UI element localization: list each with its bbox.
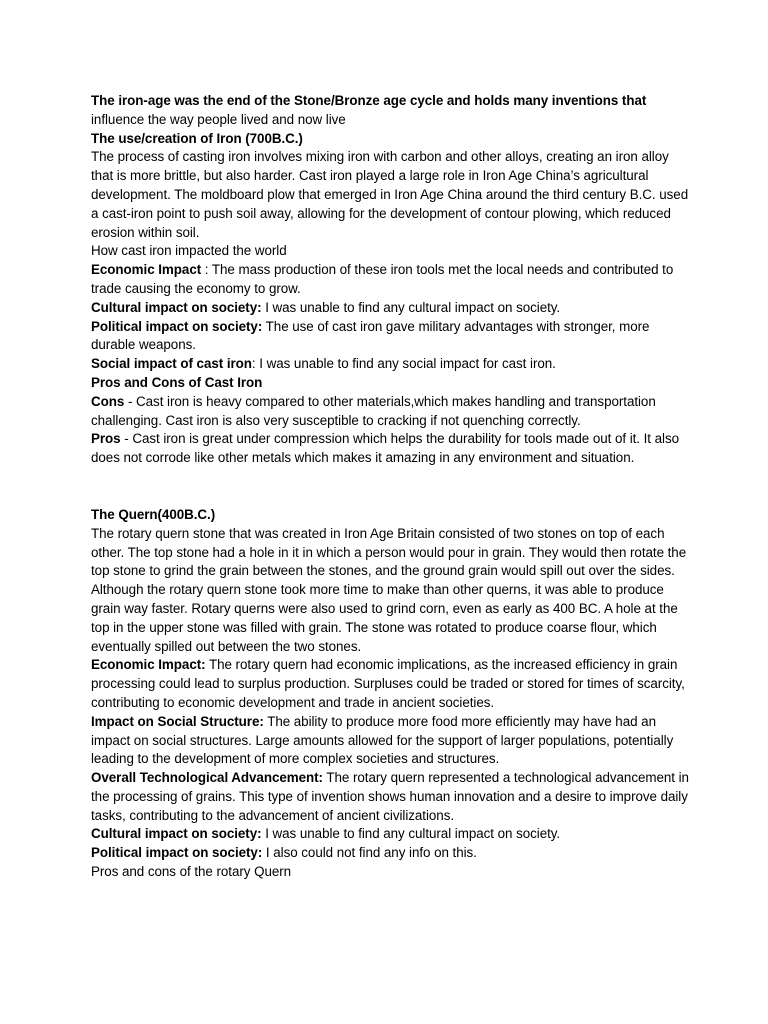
quern-social-structure: [91, 713, 691, 769]
quern-tech-text: The rotary quern represented a technological advancement in the processing of grains. This type of invention shows human innovation and a desire to improve daily tasks, contributing to the advancement of ancient civilizations.: [91, 770, 689, 823]
iron-cons-text: - Cast iron is heavy compared to other materials,which makes handling and transportation challenging. Cast iron is also very susceptible to cracking if not quenching correctly.: [91, 393, 656, 428]
iron-cultural-text: I was unable to find any cultural impact on society.: [261, 299, 561, 315]
iron-economic-text: : The mass production of these iron tools met the local needs and contributed to trade causing the economy to grow.: [91, 262, 674, 296]
iron-impact-heading: How cast iron impacted the world: [91, 243, 287, 259]
iron-proscons-heading: Pros and Cons of Cast Iron: [91, 374, 263, 390]
iron-political-impact: [91, 318, 691, 356]
quern-political-text: I also could not find any info on this.: [262, 845, 477, 861]
iron-cultural-label: Cultural impact on society:: [91, 299, 262, 315]
quern-social-text: The ability to produce more food more efficiently may have had an impact on social structures. Large amounts allowed for the support of larger populations, potentially leading to the development of more complex societies and structures.: [91, 713, 674, 767]
iron-pros-label: Pros: [91, 431, 121, 447]
quern-economic-text: The rotary quern had economic implications, as the increased efficiency in grain processing could lead to surplus production. Surpluses could be traded or stored for times of scarcity, contributing to economic development and trade in ancient societies.: [91, 657, 685, 710]
iron-body: The process of casting iron involves mixing iron with carbon and other alloys, creating an iron alloy that is more brittle, but also harder. Cast iron played a large role in Iron Age China’s agricultural development. The moldboard plow that emerged in Iron Age China around the third century B.C. used a cast-iron point to push soil away, allowing for the development of contour plowing, which reduced erosion within soil.: [91, 149, 689, 240]
iron-cons-label: Cons: [91, 393, 125, 409]
document-content: [91, 92, 691, 882]
section-spacer: [91, 468, 691, 506]
quern-body: The rotary quern stone that was created in Iron Age Britain consisted of two stones on top of each other. The top stone had a hole in it in which a person would pour in grain. They would then rotate the top stone to grind the grain between the stones, and the ground grain would spill out over the sides. Although the rotary quern stone took more time to make than other querns, it was able to produce grain way faster. Rotary querns were also used to grind corn, even as early as 400 BC. A hole at the top in the upper stone was filled with grain. The stone was rotated to produce coarse flour, which eventually spilled out between the two stones.: [91, 525, 687, 654]
quern-cultural-impact: [91, 825, 691, 844]
quern-economic-label: Economic Impact:: [91, 657, 206, 673]
quern-tech-advancement: [91, 769, 691, 825]
intro-rest: influence the way people lived and now live: [91, 111, 346, 127]
iron-cultural-impact: [91, 299, 691, 318]
iron-political-label: Political impact on society:: [91, 318, 263, 334]
iron-social-label: Social impact of cast iron: [91, 356, 252, 372]
iron-social-impact: [91, 355, 691, 374]
quern-heading: The Quern(400B.C.): [91, 506, 216, 522]
quern-cultural-text: I was unable to find any cultural impact on society.: [261, 826, 561, 842]
quern-political-impact: [91, 844, 691, 863]
quern-economic-impact: [91, 656, 691, 712]
iron-social-text: : I was unable to find any social impact for cast iron.: [251, 356, 556, 372]
iron-cons: [91, 393, 691, 431]
iron-heading: The use/creation of Iron (700B.C.): [91, 130, 303, 146]
iron-economic-impact: [91, 261, 691, 299]
iron-economic-label: Economic Impact: [91, 262, 202, 278]
intro-bold: The iron-age was the end of the Stone/Bronze age cycle and holds many inventions that: [91, 93, 647, 108]
iron-political-text: The use of cast iron gave military advantages with stronger, more durable weapons.: [91, 318, 650, 353]
iron-pros-text: - Cast iron is great under compression which helps the durability for tools made out of it. It also does not corrode like other metals which makes it amazing in any environment and situation.: [91, 431, 679, 466]
quern-political-label: Political impact on society:: [91, 845, 263, 861]
quern-tech-label: Overall Technological Advancement:: [91, 770, 323, 786]
quern-cultural-label: Cultural impact on society:: [91, 826, 262, 842]
quern-proscons-heading: Pros and cons of the rotary Quern: [91, 864, 292, 880]
iron-pros: [91, 430, 691, 468]
quern-social-label: Impact on Social Structure:: [91, 713, 264, 729]
